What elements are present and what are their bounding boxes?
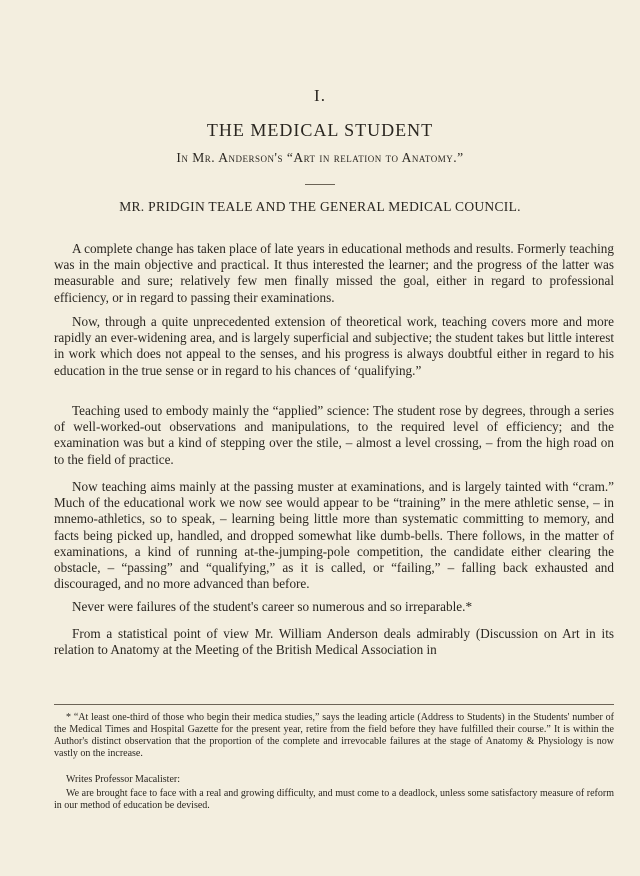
section-heading: MR. PRIDGIN TEALE AND THE GENERAL MEDICAL COUNCIL. <box>119 199 521 214</box>
paragraph: A complete change has taken place of late years in educational methods and results. Formerly teaching was in the main objective and practical. It thus interested the learner; and the progress of the latter was measurable and sure; relatively few men finally missed the goal, either in regard to professional efficiency, or in regard to passing their examinations. <box>54 241 614 305</box>
chapter-number: I. <box>314 86 326 105</box>
paragraph: From a statistical point of view Mr. William Anderson deals admirably (Discussion on Art in its relation to Anatomy at the Meeting of the British Medical Association in <box>54 626 614 658</box>
paragraph: Never were failures of the student's career so numerous and so irreparable.* <box>72 599 473 614</box>
paragraph: Teaching used to embody mainly the “applied” science: The student rose by degrees, through a series of well-worked-out observations and manipulations, to the required level of efficiency; and the examination was but a kind of stepping over the stile, – almost a level crossing, – from the high road on to the field of practice. <box>54 403 614 467</box>
title-divider <box>305 184 335 185</box>
footnote: Writes Professor Macalister: <box>66 774 181 785</box>
page-title: THE MEDICAL STUDENT <box>206 120 434 140</box>
footnote-divider <box>54 704 614 705</box>
footnote: * “At least one-third of those who begin their medica studies,” says the leading article (Address to Students) in the Students' number of the Medical Times and Hospital Gazette for the present year, retire from the field before they have fulfilled their course.” It is within the Author's distinct observation that the proportion of the complete and irrevocable failures at the stage of Anatomy & Physiology is now vastly on the increase. <box>54 712 614 759</box>
paragraph: Now teaching aims mainly at the passing muster at examinations, and is largely tainted with “cram.” Much of the educational work we now see would appear to be “training” in the mere athletic sense, – in mnemo-athletics, so to speak, – learning being little more than systematic committing to memory, and facts being picked up, handled, and dropped somewhat like dumb-bells. There follows, in the matter of examinations, a kind of running at-the-jumping-pole competition, the candidate either clearing the obstacle, – “passing” and “qualifying,” as it is called, or “failing,” – falling back exhausted and discouraged, and no more advanced than before. <box>54 479 614 592</box>
page-subtitle: In Mr. Anderson's “Art in relation to Anatomy.” <box>176 150 464 165</box>
footnote: We are brought face to face with a real and growing difficulty, and must come to a deadlock, unless some satisfactory measure of reform in our method of education be devised. <box>54 788 614 811</box>
paragraph: Now, through a quite unprecedented extension of theoretical work, teaching covers more and more rapidly an ever-widening area, and is largely superficial and subjective; the student takes but little interest in work which does not appeal to the senses, and his progress is always doubtful either in regard to his education in the true sense or in regard to his chances of ‘qualifying.” <box>54 314 614 378</box>
